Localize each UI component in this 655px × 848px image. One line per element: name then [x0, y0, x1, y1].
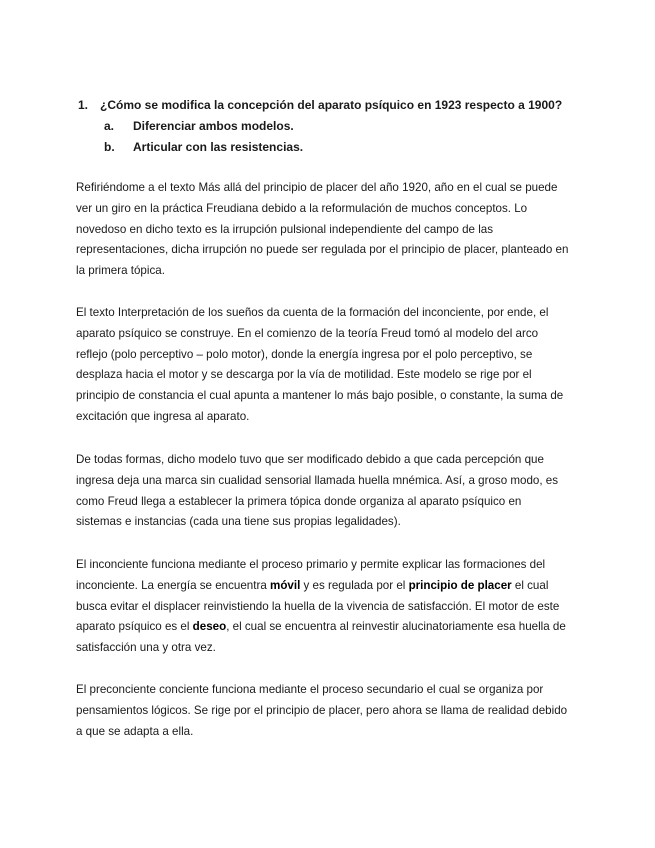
bold-term-deseo: deseo	[192, 620, 227, 634]
text-line: ver un giro en la práctica Freudiana debido a la reformulación de muchos conceptos. Lo	[76, 201, 528, 215]
text-line: busca evitar el displacer reinvistiendo la huella de la vivencia de satisfacción. El motor de este	[76, 599, 560, 613]
text-line: El inconciente funciona mediante el proceso primario y permite explicar las formaciones del	[76, 558, 546, 571]
text-line: ingresa deja una marca sin cualidad sensorial llamada huella mnémica. Así, a groso modo, es	[76, 473, 559, 487]
text-line: a que se adapta a ella.	[76, 724, 194, 738]
text-segment: , el cual se encuentra al reinvestir alucinatoriamente esa huella de	[226, 620, 566, 634]
text-line: excitación que ingresa al aparato.	[76, 409, 250, 423]
question-number: 1.	[78, 98, 89, 112]
text-line: como Freud llega a establecer la primera tópica donde organiza al aparato psíquico en	[76, 494, 522, 508]
subitem-text: Diferenciar ambos modelos.	[133, 119, 294, 133]
subitem-letter: b.	[104, 140, 115, 154]
text-line: principio de constancia el cual apunta a mantener lo más bajo posible, o constante, la suma de	[76, 389, 564, 403]
paragraph-4	[76, 555, 581, 659]
text-segment: inconciente. La energía se encuentra	[76, 578, 271, 592]
text-segment: el cual	[511, 578, 549, 592]
text-line: la primera tópica.	[76, 264, 165, 278]
text-line: satisfacción una y otra vez.	[76, 641, 216, 655]
text-line: desplaza hacia el motor y se descarga por la vía de motilidad. Este modelo se rige por el	[76, 368, 532, 382]
subitem-letter: a.	[104, 119, 115, 133]
text-line: aparato psíquico se construye. En el comienzo de la teoría Freud tomó al modelo del arco	[76, 326, 539, 340]
text-line: El texto Interpretación de los sueños da cuenta de la formación del inconciente, por ende, el	[76, 306, 549, 319]
text-segment: y es regulada por el	[300, 578, 409, 592]
text-line: El preconciente conciente funciona mediante el proceso secundario el cual se organiza por	[76, 683, 544, 696]
paragraph-1	[76, 178, 581, 282]
text-line: reflejo (polo perceptivo – polo motor), donde la energía ingresa por el polo perceptivo, se	[76, 347, 533, 361]
text-line	[76, 576, 581, 597]
bold-term-principio-de-placer: principio de placer	[408, 578, 512, 592]
text-line: Refiriéndome a el texto Más allá del principio de placer del año 1920, año en el cual se puede	[76, 181, 558, 194]
subitem-text: Articular con las resistencias.	[133, 140, 304, 154]
paragraph-5	[76, 680, 581, 742]
paragraph-2	[76, 303, 581, 428]
text-line: De todas formas, dicho modelo tuvo que ser modificado debido a que cada percepción que	[76, 453, 544, 466]
text-line	[76, 617, 581, 638]
question-text: ¿Cómo se modifica la concepción del aparato psíquico en 1923 respecto a 1900?	[100, 98, 563, 112]
text-segment: aparato psíquico es el	[76, 620, 193, 634]
text-line: novedoso en dicho texto es la irrupción pulsional independiente del campo de las	[76, 222, 494, 236]
text-line: sistemas e instancias (cada una tiene sus propias legalidades).	[76, 515, 401, 529]
text-line: representaciones, dicha irrupción no puede ser regulada por el principio de placer, planteado en	[76, 243, 569, 257]
bold-term-movil: móvil	[270, 578, 301, 592]
paragraph-3	[76, 450, 581, 533]
text-line: pensamientos lógicos. Se rige por el principio de placer, pero ahora se llama de realidad debido	[76, 703, 568, 717]
